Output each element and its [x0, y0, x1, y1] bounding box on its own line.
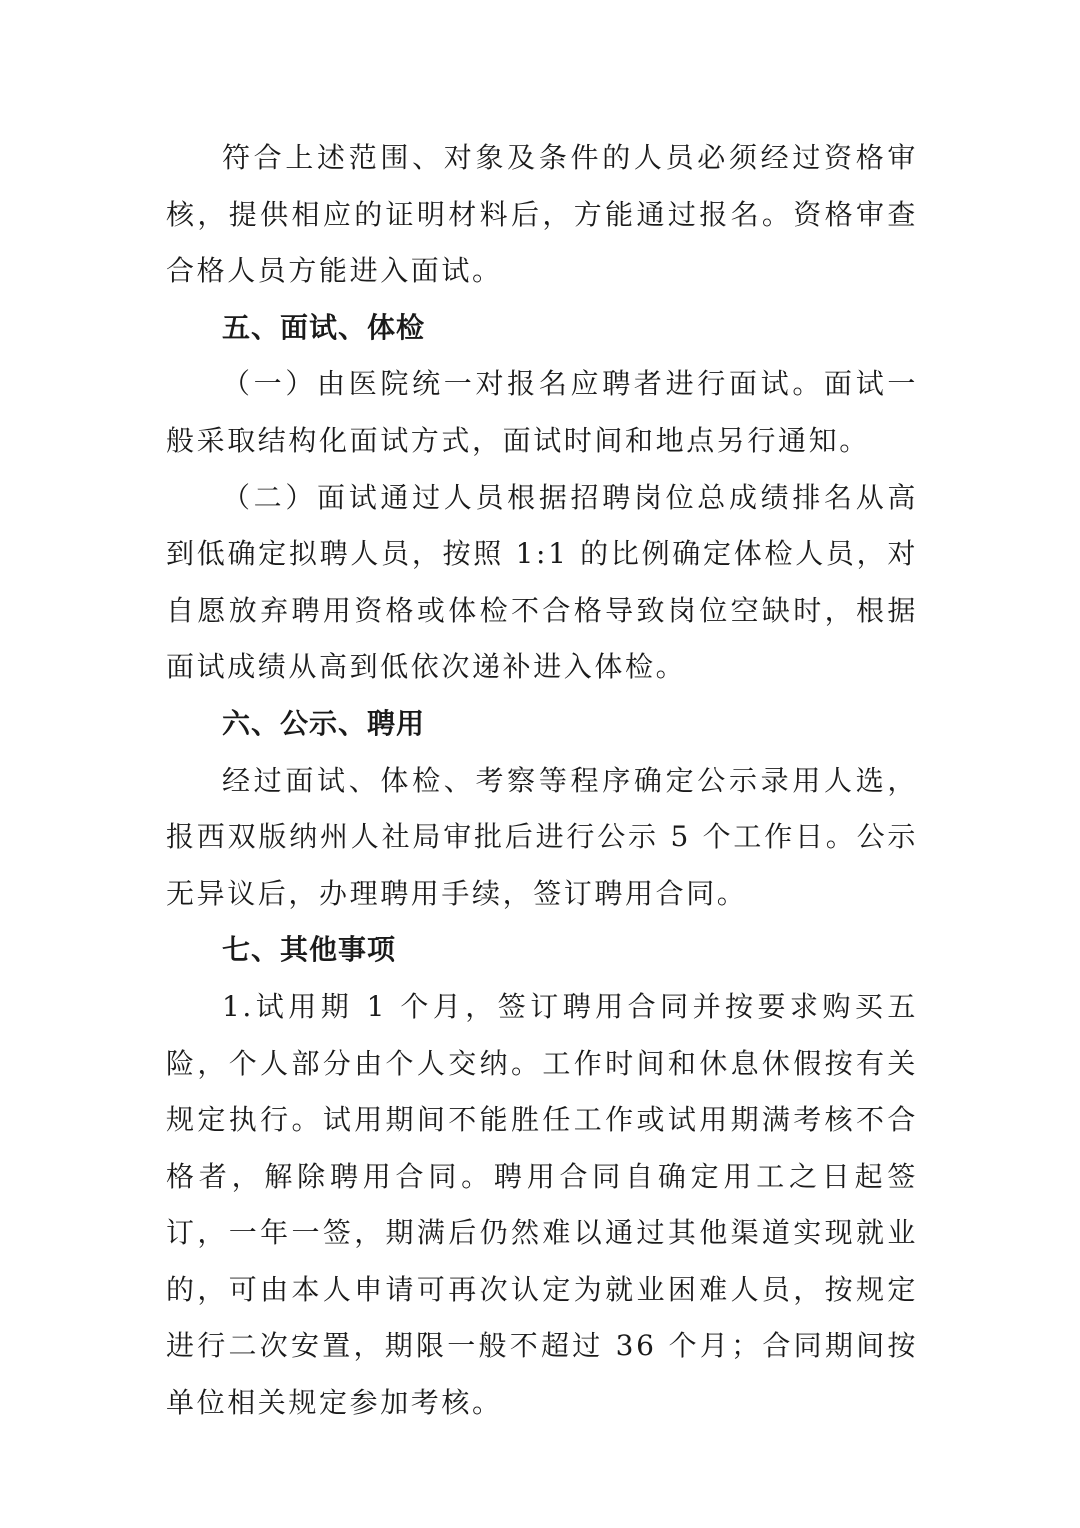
- paragraph-qualification-review: 符合上述范围、对象及条件的人员必须经过资格审核，提供相应的证明材料后，方能通过报名。资格审查合格人员方能进入面试。: [166, 141, 918, 288]
- heading-publicity-employment: 六、公示、聘用: [222, 706, 426, 740]
- paragraph-interview-2: （二）面试通过人员根据招聘岗位总成绩排名从高到低确定拟聘人员，按照 1:1 的比例确定体检人员，对自愿放弃聘用资格或体检不合格导致岗位空缺时，根据面试成绩从高到低依次递补进入体检。: [166, 480, 918, 684]
- paragraph-publicity: 经过面试、体检、考察等程序确定公示录用人选，报西双版纳州人社局审批后进行公示 5 个工作日。公示无异议后，办理聘用手续，签订聘用合同。: [166, 763, 918, 910]
- document-page: [166, 130, 918, 1432]
- heading-interview-medical-exam: 五、面试、体检: [222, 310, 426, 344]
- paragraph-interview-1: （一）由医院统一对报名应聘者进行面试。面试一般采取结构化面试方式，面试时间和地点另行通知。: [166, 367, 918, 457]
- heading-other-matters: 七、其他事项: [222, 933, 397, 967]
- paragraph-probation: 1.试用期 1 个月，签订聘用合同并按要求购买五险，个人部分由个人交纳。工作时间和休息休假按有关规定执行。试用期间不能胜任工作或试用期满考核不合格者，解除聘用合同。聘用合同自确定用工之日起签订，一年一签，期满后仍然难以通过其他渠道实现就业的，可由本人申请可再次认定为就业困难人员，按规定进行二次安置，期限一般不超过 36 个月；合同期间按单位相关规定参加考核。: [166, 989, 918, 1420]
